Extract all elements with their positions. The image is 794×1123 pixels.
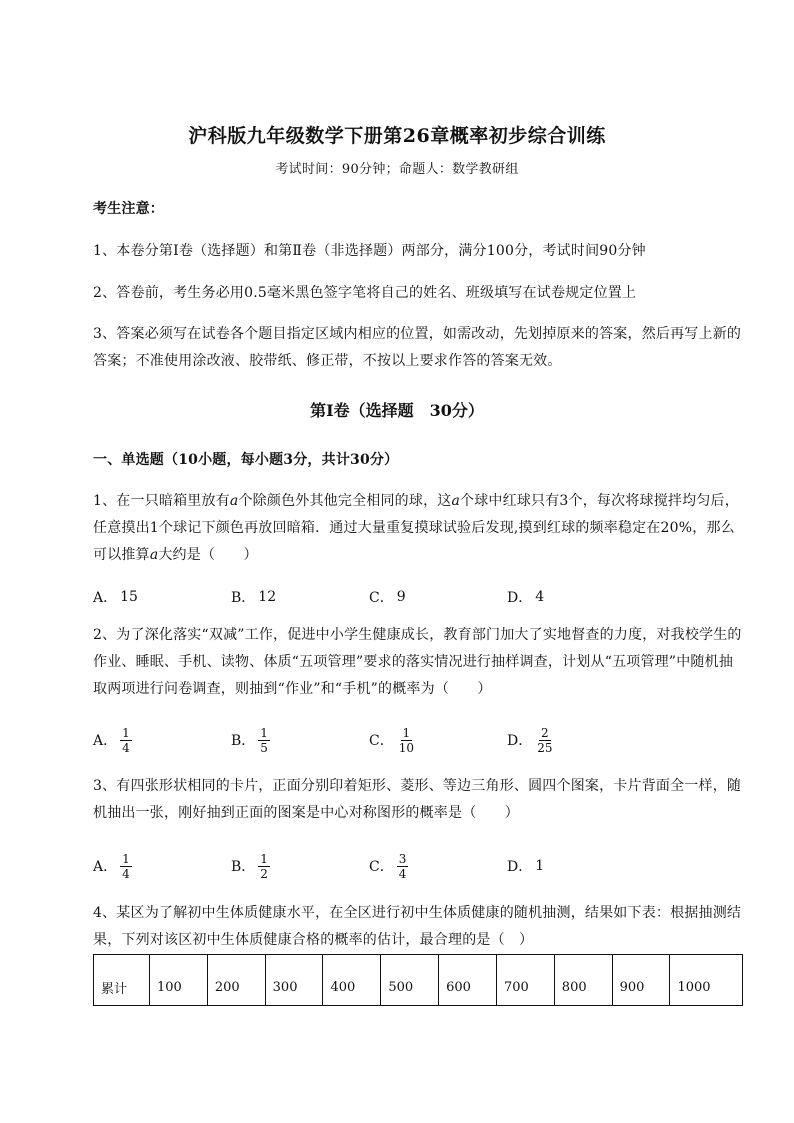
q1-variable-a: a [229, 493, 239, 509]
option-d[interactable]: D． 4 [507, 589, 545, 606]
fraction: $\frac{1}{4}$ [122, 725, 130, 755]
notice-item-1: 1、本卷分第I卷（选择题）和第Ⅱ卷（非选择题）两部分，满分100分，考试时间90分钟 [93, 243, 646, 259]
table-cell: 700 [496, 955, 554, 1006]
option-c[interactable]: C． $\frac{3}{4}$ [369, 851, 407, 881]
part-heading: 一、单选题（10小题，每小题3分，共计30分） [93, 452, 399, 468]
option-d[interactable]: D． 1 [507, 858, 545, 875]
notice-heading: 考生注意： [93, 201, 164, 217]
option-b[interactable]: B． $\frac{1}{5}$ [231, 725, 268, 755]
q1-text-part: 个球中红球只有3个，每次将球搅拌均匀后，任意摸出1个球记下颜色再放回暗箱．通过大量重复摸球试验后发现,摸到红球的频率稳定在20%，那么可以推算 [93, 493, 739, 563]
question-1-text [93, 488, 743, 569]
question-4-text: 4、某区为了解初中生体质健康水平，在全区进行初中生体质健康的随机抽测，结果如下表：根据抽测结果，下列对该区初中生体质健康合格的概率的估计，最合理的是（ ） [93, 905, 742, 948]
option-a[interactable]: A． $\frac{1}{4}$ [93, 725, 130, 755]
question-3-text: 3、有四张形状相同的卡片，正面分别印着矩形、菱形、等边三角形、圆四个图案，卡片背面全一样，随机抽出一张，刚好抽到正面的图案是中心对称图形的概率是（ ） [93, 778, 742, 821]
question-1-options [93, 580, 743, 614]
option-c[interactable]: C． 9 [369, 589, 406, 606]
table-cell: 900 [612, 955, 670, 1006]
table-cell: 1000 [670, 955, 743, 1006]
q1-variable-a: a [149, 547, 159, 563]
q1-text-part: 1、在一只暗箱里放有 [93, 493, 230, 509]
page-subtitle: 考试时间：90分钟；命题人：数学教研组 [275, 162, 519, 177]
option-d[interactable]: D． $\frac{2}{25}$ [507, 725, 553, 755]
table-cell: 300 [265, 955, 323, 1006]
table-cell: 400 [323, 955, 381, 1006]
question-2-text: 2、为了深化落实“双减”工作，促进中小学生健康成长，教育部门加大了实地督查的力度，对我校学生的作业、睡眠、手机、读物、体质“五项管理”要求的落实情况进行抽样调查，计划从“五项管理”中随机抽取两项进行问卷调查，则抽到“作业”和“手机”的概率为（ ） [93, 627, 742, 697]
q1-variable-a: a [451, 493, 461, 509]
fraction: $\frac{1}{4}$ [122, 851, 130, 881]
table-row [94, 955, 743, 1006]
fraction: $\frac{1}{10}$ [398, 725, 414, 755]
option-a[interactable]: A． $\frac{1}{4}$ [93, 851, 130, 881]
fraction: $\frac{1}{2}$ [260, 851, 268, 881]
notice-item-3: 3、答案必须写在试卷各个题目指定区域内相应的位置，如需改动，先划掉原来的答案，然后再写上新的答案；不准使用涂改液、胶带纸、修正带，不按以上要求作答的答案无效。 [93, 326, 742, 369]
table-cell: 800 [554, 955, 612, 1006]
q1-text-part: 大约是（ ） [158, 547, 258, 563]
fraction: $\frac{2}{25}$ [537, 725, 553, 755]
page-title: 沪科版九年级数学下册第26章概率初步综合训练 [188, 125, 606, 147]
question-2-options [93, 723, 743, 757]
option-b[interactable]: B． 12 [231, 589, 277, 606]
question-3-options [93, 849, 743, 883]
fraction: $\frac{1}{5}$ [260, 725, 268, 755]
table-cell: 100 [150, 955, 208, 1006]
results-table [93, 954, 743, 1006]
table-row-header: 累计 [94, 955, 150, 1006]
notice-item-2: 2、答卷前，考生务必用0.5毫米黑色签字笔将自己的姓名、班级填写在试卷规定位置上 [93, 285, 637, 301]
table-cell: 500 [381, 955, 439, 1006]
option-a[interactable]: A． 15 [93, 589, 138, 606]
table-cell: 600 [439, 955, 497, 1006]
table-cell: 200 [207, 955, 265, 1006]
q1-text-part: 个除颜色外其他完全相同的球，这 [238, 493, 452, 509]
option-c[interactable]: C． $\frac{1}{10}$ [369, 725, 414, 755]
section-title: 第I卷（选择题 30分） [310, 401, 484, 420]
fraction: $\frac{3}{4}$ [398, 851, 407, 881]
option-b[interactable]: B． $\frac{1}{2}$ [231, 851, 268, 881]
